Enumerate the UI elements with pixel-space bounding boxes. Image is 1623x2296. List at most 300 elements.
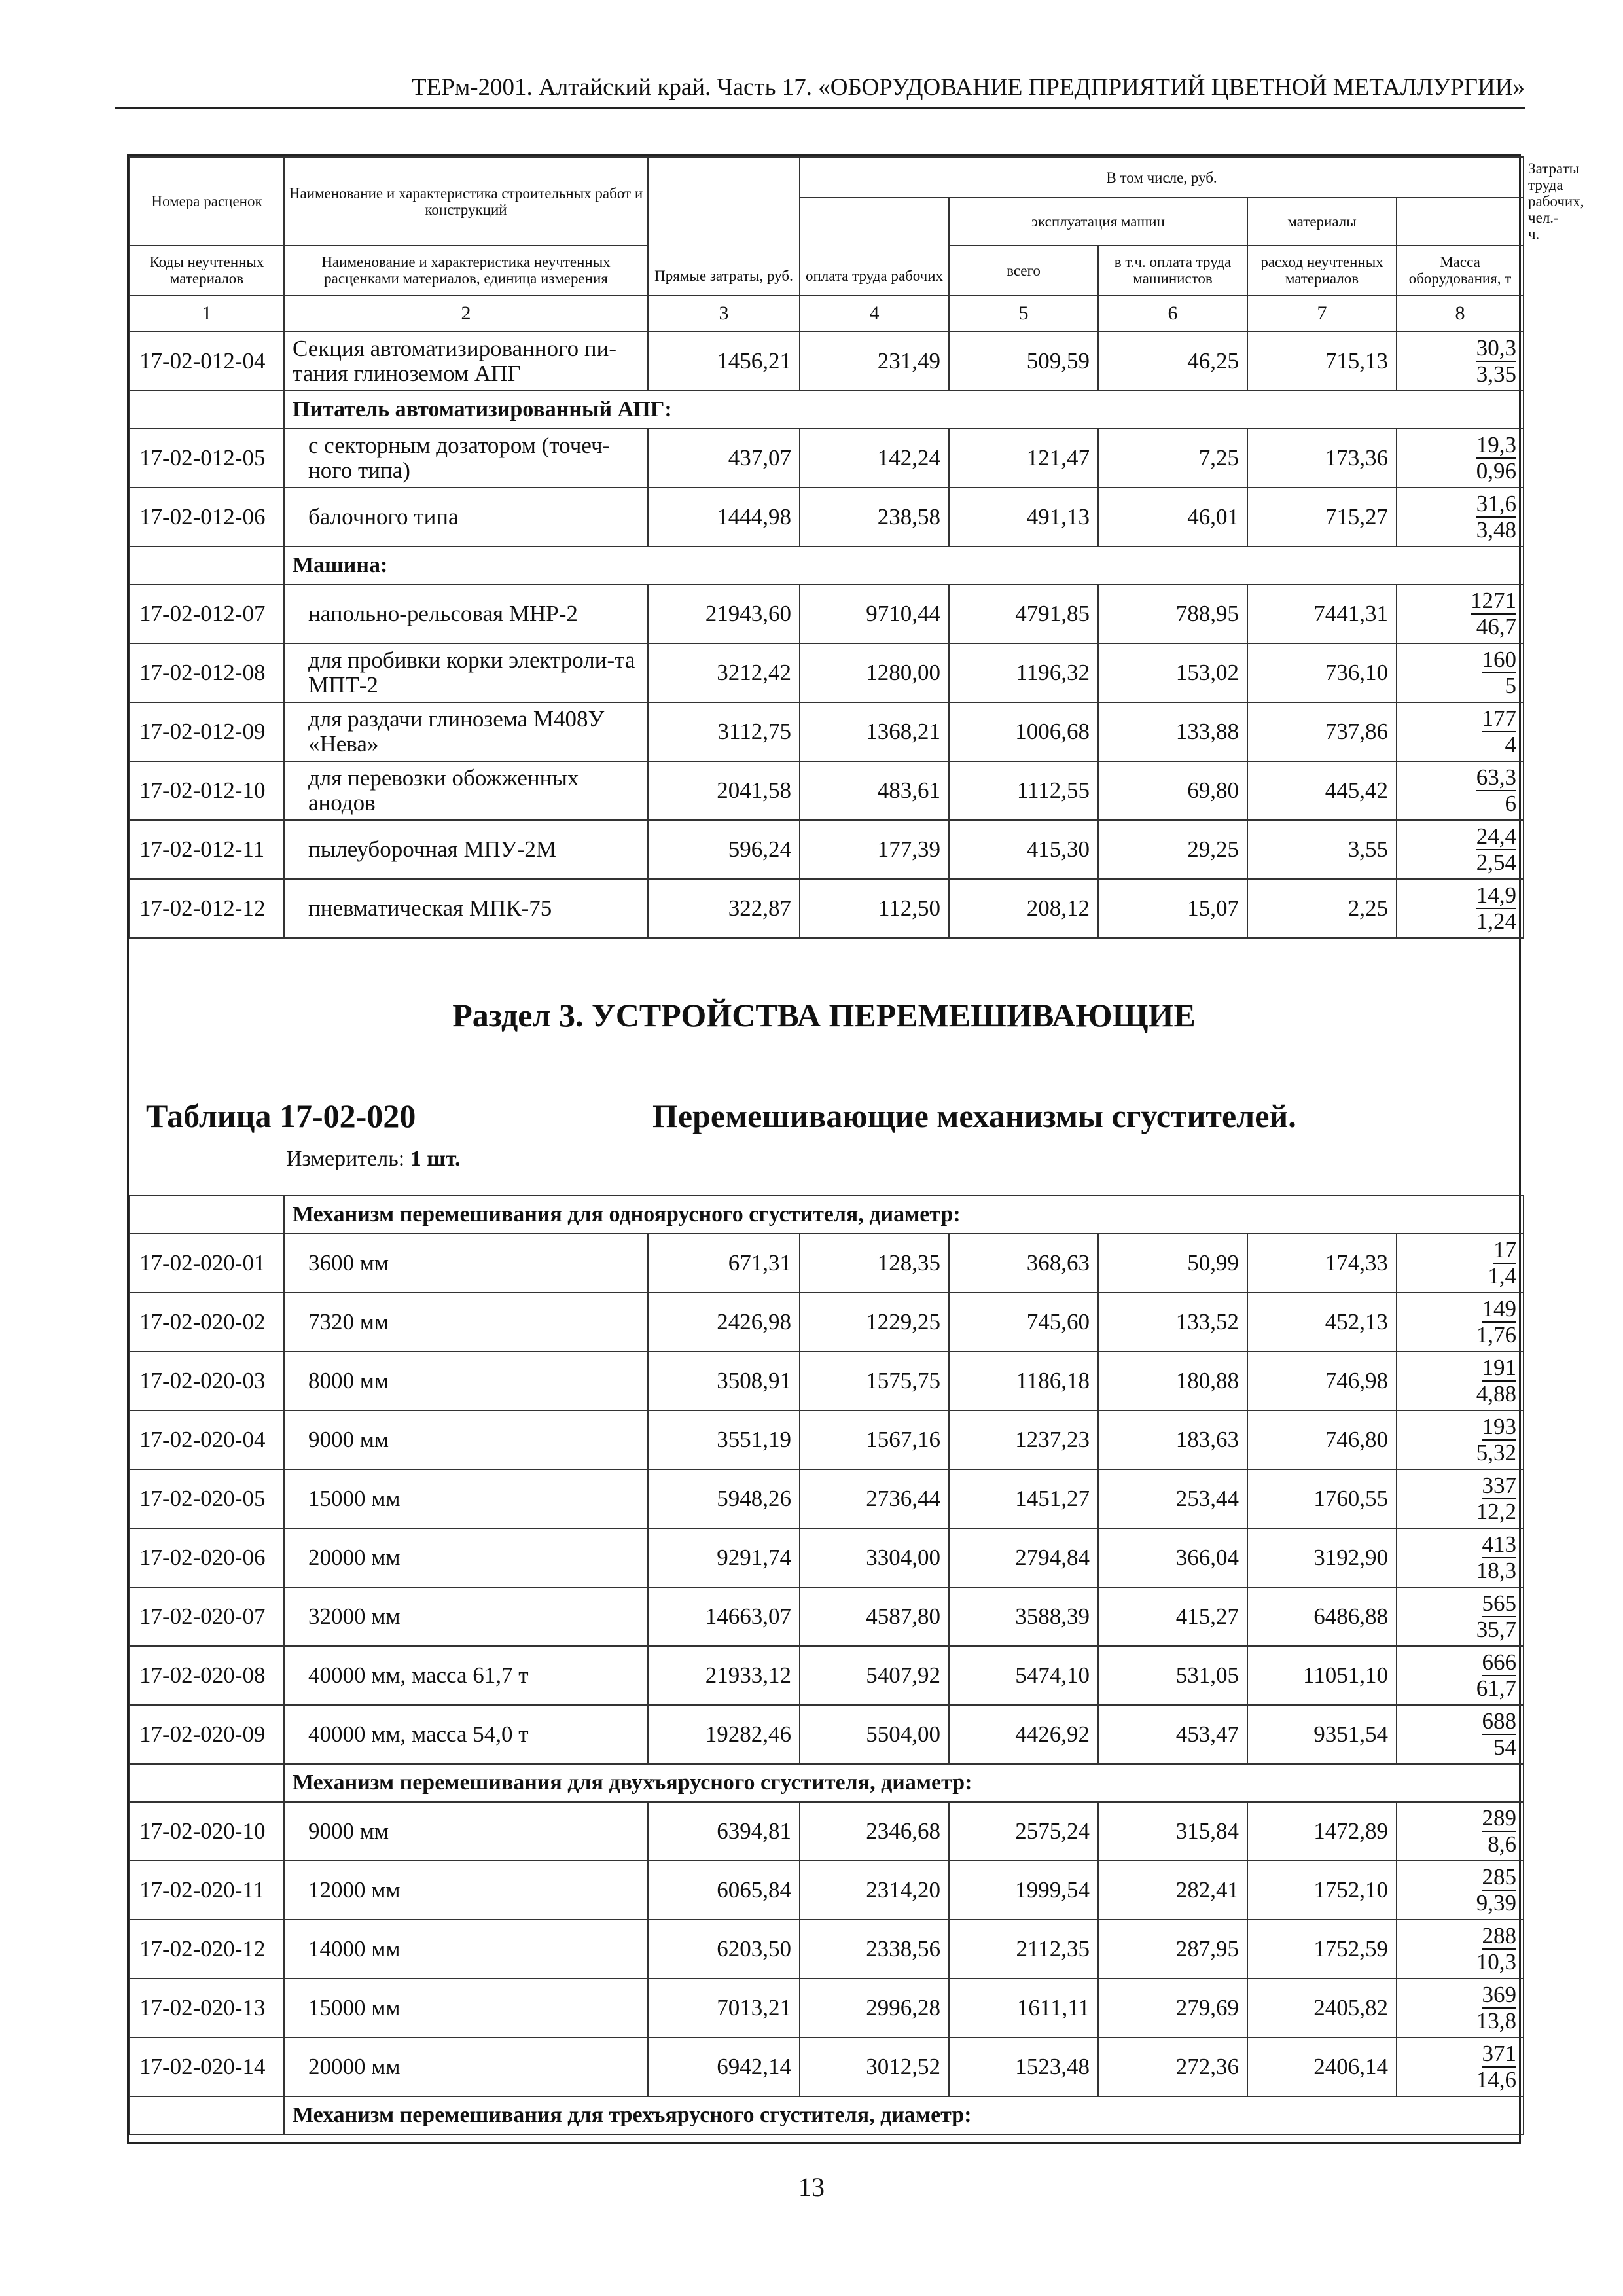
direct-cost: 671,31 — [648, 1234, 800, 1293]
rate-code: 17-02-012-06 — [130, 488, 284, 547]
labor-cost: 9710,44 — [800, 584, 949, 643]
machine-cost: 121,47 — [949, 429, 1098, 488]
equipment-mass: 4,88 — [1476, 1381, 1516, 1407]
labor-cost: 1567,16 — [800, 1410, 949, 1469]
col-header-mass: Масса оборудования, т — [1397, 245, 1524, 295]
machine-cost: 368,63 — [949, 1234, 1098, 1293]
effort-mass-fraction — [1397, 1234, 1524, 1293]
equipment-mass: 8,6 — [1488, 1831, 1516, 1857]
work-name: 8000 мм — [284, 1352, 648, 1410]
group-heading-row — [130, 1196, 1524, 1234]
materials-cost: 174,33 — [1247, 1234, 1397, 1293]
effort-mass-fraction — [1397, 1705, 1524, 1764]
group-code-cell — [130, 2096, 284, 2134]
machine-cost: 5474,10 — [949, 1646, 1098, 1705]
work-name: 14000 мм — [284, 1920, 648, 1979]
table-row — [130, 2037, 1524, 2096]
effort-mass-fraction — [1397, 1646, 1524, 1705]
materials-cost: 452,13 — [1247, 1293, 1397, 1352]
work-name: 20000 мм — [284, 1528, 648, 1587]
rate-code: 17-02-020-14 — [130, 2037, 284, 2096]
machinist-labor-cost: 366,04 — [1098, 1528, 1247, 1587]
labor-effort: 177 — [1482, 706, 1517, 731]
effort-mass-fraction — [1397, 1920, 1524, 1979]
labor-cost: 1229,25 — [800, 1293, 949, 1352]
materials-cost: 11051,10 — [1247, 1646, 1397, 1705]
measure-value: 1 шт. — [410, 1147, 461, 1171]
machine-cost: 2112,35 — [949, 1920, 1098, 1979]
equipment-mass: 6 — [1505, 791, 1517, 816]
machinist-labor-cost: 29,25 — [1098, 820, 1247, 879]
materials-cost: 1752,59 — [1247, 1920, 1397, 1979]
table-row — [130, 429, 1524, 488]
work-name: для раздачи глинозема М408У «Нева» — [284, 702, 648, 761]
labor-cost: 231,49 — [800, 332, 949, 391]
effort-mass-fraction — [1397, 820, 1524, 879]
price-table-frame — [127, 154, 1584, 2144]
labor-cost: 3012,52 — [800, 2037, 949, 2096]
rate-code: 17-02-020-08 — [130, 1646, 284, 1705]
equipment-mass: 13,8 — [1476, 2008, 1516, 2034]
table-row — [130, 1234, 1524, 1293]
effort-mass-fraction — [1397, 1410, 1524, 1469]
materials-cost: 7441,31 — [1247, 584, 1397, 643]
rate-code: 17-02-012-04 — [130, 332, 284, 391]
group-heading-row — [130, 391, 1524, 429]
direct-cost: 7013,21 — [648, 1979, 800, 2037]
labor-effort: 688 — [1482, 1708, 1516, 1734]
work-name: для перевозки обожженных анодов — [284, 761, 648, 820]
materials-cost: 1752,10 — [1247, 1861, 1397, 1920]
table-row — [130, 1979, 1524, 2037]
group-heading: Механизм перемешивания для одноярусного сгустителя, диаметр: — [284, 1196, 1524, 1234]
rate-code: 17-02-012-12 — [130, 879, 284, 938]
direct-cost: 1456,21 — [648, 332, 800, 391]
labor-effort: 63,3 — [1476, 764, 1517, 790]
effort-mass-fraction — [1397, 332, 1524, 391]
rate-code: 17-02-012-09 — [130, 702, 284, 761]
table-row — [130, 1861, 1524, 1920]
col-number: 4 — [800, 295, 949, 332]
materials-cost: 1760,55 — [1247, 1469, 1397, 1528]
labor-effort: 19,3 — [1476, 432, 1517, 457]
machinist-labor-cost: 531,05 — [1098, 1646, 1247, 1705]
machinist-labor-cost: 183,63 — [1098, 1410, 1247, 1469]
table-row — [130, 1528, 1524, 1587]
work-name: с секторным дозатором (точеч-ного типа) — [284, 429, 648, 488]
table-row — [130, 1646, 1524, 1705]
labor-effort: 413 — [1482, 1532, 1516, 1557]
equipment-mass: 4 — [1505, 732, 1517, 757]
work-name: 9000 мм — [284, 1802, 648, 1861]
table-row — [130, 1410, 1524, 1469]
table-body-block1 — [130, 332, 1524, 938]
machine-cost: 491,13 — [949, 488, 1098, 547]
col-header-codes-top: Номера расценок — [130, 157, 284, 245]
direct-cost: 14663,07 — [648, 1587, 800, 1646]
col-header-name-bottom: Наименование и характеристика неучтенных расценками материалов, единица измерения — [284, 245, 648, 295]
equipment-mass: 3,35 — [1476, 361, 1517, 387]
labor-cost: 1575,75 — [800, 1352, 949, 1410]
effort-mass-fraction — [1397, 1293, 1524, 1352]
materials-cost: 746,80 — [1247, 1410, 1397, 1469]
equipment-mass: 61,7 — [1476, 1676, 1516, 1701]
section-block — [129, 939, 1519, 1195]
col-header-incl: В том числе, руб. — [800, 157, 1524, 198]
effort-mass-fraction — [1397, 2037, 1524, 2096]
work-name: для пробивки корки электроли-та МПТ-2 — [284, 643, 648, 702]
labor-cost: 112,50 — [800, 879, 949, 938]
rate-code: 17-02-012-07 — [130, 584, 284, 643]
materials-cost: 1472,89 — [1247, 1802, 1397, 1861]
machinist-labor-cost: 453,47 — [1098, 1705, 1247, 1764]
effort-mass-fraction — [1397, 1352, 1524, 1410]
equipment-mass: 12,2 — [1476, 1499, 1516, 1524]
rate-code: 17-02-020-01 — [130, 1234, 284, 1293]
materials-cost: 3,55 — [1247, 820, 1397, 879]
rate-code: 17-02-020-13 — [130, 1979, 284, 2037]
labor-effort: 24,4 — [1476, 823, 1517, 849]
work-name: Секция автоматизированного пи-тания глиноземом АПГ — [284, 332, 648, 391]
work-name: 7320 мм — [284, 1293, 648, 1352]
table-row — [130, 488, 1524, 547]
group-code-cell — [130, 547, 284, 584]
labor-effort: 666 — [1482, 1649, 1516, 1675]
equipment-mass: 3,48 — [1476, 517, 1517, 543]
machinist-labor-cost: 46,01 — [1098, 488, 1247, 547]
rate-code: 17-02-020-06 — [130, 1528, 284, 1587]
machinist-labor-cost: 788,95 — [1098, 584, 1247, 643]
table-row — [130, 702, 1524, 761]
labor-effort: 289 — [1482, 1805, 1516, 1831]
rate-code: 17-02-020-12 — [130, 1920, 284, 1979]
table-id: Таблица 17-02-020 — [146, 1098, 416, 1134]
materials-cost: 2406,14 — [1247, 2037, 1397, 2096]
machine-cost: 745,60 — [949, 1293, 1098, 1352]
group-heading-row — [130, 2096, 1524, 2134]
effort-mass-fraction — [1397, 1979, 1524, 2037]
effort-mass-fraction — [1397, 702, 1524, 761]
materials-cost: 3192,90 — [1247, 1528, 1397, 1587]
direct-cost: 2041,58 — [648, 761, 800, 820]
table-row — [130, 1705, 1524, 1764]
labor-effort: 17 — [1493, 1237, 1516, 1263]
group-heading-row — [130, 1764, 1524, 1802]
labor-effort: 285 — [1482, 1864, 1516, 1890]
group-code-cell — [130, 1764, 284, 1802]
col-header-direct: Прямые затраты, руб. — [648, 157, 800, 295]
col-header-materials: материалы — [1247, 198, 1397, 245]
col-header-codes-bottom: Коды неучтенных материалов — [130, 245, 284, 295]
rate-code: 17-02-020-09 — [130, 1705, 284, 1764]
table-row — [130, 584, 1524, 643]
materials-cost: 737,86 — [1247, 702, 1397, 761]
table-row — [130, 761, 1524, 820]
labor-cost: 177,39 — [800, 820, 949, 879]
work-name: 3600 мм — [284, 1234, 648, 1293]
machine-cost: 1451,27 — [949, 1469, 1098, 1528]
rate-code: 17-02-020-03 — [130, 1352, 284, 1410]
machinist-labor-cost: 287,95 — [1098, 1920, 1247, 1979]
work-name: 20000 мм — [284, 2037, 648, 2096]
labor-cost: 1280,00 — [800, 643, 949, 702]
materials-cost: 173,36 — [1247, 429, 1397, 488]
effort-mass-fraction — [1397, 488, 1524, 547]
col-number: 8 — [1397, 295, 1524, 332]
equipment-mass: 5,32 — [1476, 1440, 1516, 1465]
col-number: 6 — [1098, 295, 1247, 332]
labor-cost: 142,24 — [800, 429, 949, 488]
machine-cost: 1523,48 — [949, 2037, 1098, 2096]
section-title: Раздел 3. УСТРОЙСТВА ПЕРЕМЕШИВАЮЩИЕ — [452, 997, 1196, 1033]
group-heading: Питатель автоматизированный АПГ: — [284, 391, 1524, 429]
direct-cost: 6394,81 — [648, 1802, 800, 1861]
equipment-mass: 18,3 — [1476, 1558, 1516, 1583]
rate-code: 17-02-020-07 — [130, 1587, 284, 1646]
table-row — [130, 1920, 1524, 1979]
direct-cost: 3112,75 — [648, 702, 800, 761]
col-number: 3 — [648, 295, 800, 332]
table-row — [130, 1802, 1524, 1861]
group-heading: Машина: — [284, 547, 1524, 584]
work-name: 15000 мм — [284, 1979, 648, 2037]
effort-mass-fraction — [1397, 584, 1524, 643]
rate-code: 17-02-020-11 — [130, 1861, 284, 1920]
table-title: Перемешивающие механизмы сгустителей. — [652, 1098, 1296, 1134]
labor-cost: 3304,00 — [800, 1528, 949, 1587]
group-heading: Механизм перемешивания для трехъярусного сгустителя, диаметр: — [284, 2096, 1524, 2134]
col-number: 7 — [1247, 295, 1397, 332]
body-table-2 — [129, 1195, 1524, 2135]
labor-cost: 5407,92 — [800, 1646, 949, 1705]
machine-cost: 1611,11 — [949, 1979, 1098, 2037]
machine-cost: 1112,55 — [949, 761, 1098, 820]
materials-cost: 2405,82 — [1247, 1979, 1397, 2037]
equipment-mass: 2,54 — [1476, 850, 1517, 875]
equipment-mass: 5 — [1505, 673, 1517, 698]
table-body-block2 — [130, 1196, 1524, 2134]
machinist-labor-cost: 133,52 — [1098, 1293, 1247, 1352]
direct-cost: 21943,60 — [648, 584, 800, 643]
machine-cost: 1196,32 — [949, 643, 1098, 702]
col-number: 1 — [130, 295, 284, 332]
rate-code: 17-02-020-05 — [130, 1469, 284, 1528]
direct-cost: 2426,98 — [648, 1293, 800, 1352]
materials-cost: 746,98 — [1247, 1352, 1397, 1410]
equipment-mass: 35,7 — [1476, 1617, 1516, 1642]
equipment-mass: 10,3 — [1476, 1949, 1516, 1975]
labor-effort: 288 — [1482, 1923, 1516, 1948]
direct-cost: 6203,50 — [648, 1920, 800, 1979]
machinist-labor-cost: 46,25 — [1098, 332, 1247, 391]
direct-cost: 1444,98 — [648, 488, 800, 547]
machine-cost: 1237,23 — [949, 1410, 1098, 1469]
labor-effort: 31,6 — [1476, 491, 1517, 516]
page-number: 13 — [798, 2172, 825, 2202]
column-number-row — [130, 295, 1524, 332]
work-name: 40000 мм, масса 61,7 т — [284, 1646, 648, 1705]
labor-effort: 369 — [1482, 1982, 1516, 2007]
group-heading-row — [130, 547, 1524, 584]
measure-unit — [286, 1147, 461, 1172]
col-number: 2 — [284, 295, 648, 332]
running-header: ТЕРм-2001. Алтайский край. Часть 17. «ОБОРУДОВАНИЕ ПРЕДПРИЯТИЙ ЦВЕТНОЙ МЕТАЛЛУРГИИ» — [115, 68, 1525, 109]
header-table: Номера расценок Наименование и характеристика строительных работ и конструкций Прямые затраты, руб. В том числе, руб. Затраты труда рабочих, чел.-ч. оплата труда рабочих эксплуатация машин материалы Коды неучтенных материалов Наименование и характеристика неучтенных расценками материалов, единица измерения всего в т.ч. оплата труда машинистов расход неучтенных материалов Масса оборудования, т 1 2 3 4 5 6 7 8 17-02-012-04 Секция автоматизированного пи-тания глиноземом АПГ 1456,21 231,49 509,59 46,25 715,13 30,3 3,35 Питатель автоматизированный АПГ: 17-02-012-05 с секторным дозатором (точеч-ного типа) 437,07 142,24 121,47 7,25 173,36 19,3 0,96 17-02-012-06 балочного типа 1444,98 238,58 491,13 46,01 715,27 31,6 3,48 Машина: 17-02-012-07 напольно-рельсовая МНР-2 21943,60 9710,44 4791,85 788,95 7441,31 1271 46,7 17-02-012-08 для пробивки корки электроли-та МПТ-2 3212,42 1280,00 1196,32 153,02 736,10 160 5 17-02-012-09 для раздачи глинозема М408У «Нева» 3112,75 1368,21 1006,68 133,88 737,86 177 4 17-02-012-10 для перевозки обожженных анодов 2041,58 483,61 1112,55 69,80 445,42 63,3 6 17-02-012-11 пылеуборочная МПУ-2М 596,24 177,39 415,30 29,25 3,55 24,4 2,54 17-02-012-12 пневматическая МПК-75 322,87 112,50 208,12 15,07 2,25 14,9 1,24 — [129, 156, 1524, 939]
direct-cost: 9291,74 — [648, 1528, 800, 1587]
table-row — [130, 879, 1524, 938]
labor-cost: 1368,21 — [800, 702, 949, 761]
work-name: пневматическая МПК-75 — [284, 879, 648, 938]
rate-code: 17-02-012-11 — [130, 820, 284, 879]
machinist-labor-cost: 15,07 — [1098, 879, 1247, 938]
work-name: балочного типа — [284, 488, 648, 547]
group-heading: Механизм перемешивания для двухъярусного сгустителя, диаметр: — [284, 1764, 1524, 1802]
group-code-cell — [130, 391, 284, 429]
materials-cost: 9351,54 — [1247, 1705, 1397, 1764]
labor-effort: 337 — [1482, 1473, 1516, 1498]
machinist-labor-cost: 7,25 — [1098, 429, 1247, 488]
equipment-mass: 1,4 — [1488, 1263, 1516, 1289]
machine-cost: 1999,54 — [949, 1861, 1098, 1920]
table-row — [130, 1293, 1524, 1352]
materials-cost: 736,10 — [1247, 643, 1397, 702]
labor-effort: 191 — [1482, 1355, 1516, 1380]
effort-mass-fraction — [1397, 1802, 1524, 1861]
materials-cost: 715,27 — [1247, 488, 1397, 547]
machinist-labor-cost: 153,02 — [1098, 643, 1247, 702]
effort-mass-fraction — [1397, 643, 1524, 702]
col-header-total: всего — [949, 245, 1098, 295]
effort-mass-fraction — [1397, 761, 1524, 820]
direct-cost: 6065,84 — [648, 1861, 800, 1920]
labor-cost: 2314,20 — [800, 1861, 949, 1920]
col-header-mat-use: расход неучтенных материалов — [1247, 245, 1397, 295]
equipment-mass: 1,24 — [1476, 908, 1517, 934]
equipment-mass: 0,96 — [1476, 458, 1517, 484]
group-code-cell — [130, 1196, 284, 1234]
labor-effort: 160 — [1482, 647, 1517, 672]
table-row — [130, 820, 1524, 879]
labor-cost: 2346,68 — [800, 1802, 949, 1861]
direct-cost: 5948,26 — [648, 1469, 800, 1528]
equipment-mass: 54 — [1493, 1734, 1516, 1760]
work-name: напольно-рельсовая МНР-2 — [284, 584, 648, 643]
labor-cost: 2736,44 — [800, 1469, 949, 1528]
labor-cost: 2338,56 — [800, 1920, 949, 1979]
work-name: пылеуборочная МПУ-2М — [284, 820, 648, 879]
rate-code: 17-02-012-05 — [130, 429, 284, 488]
table-row — [130, 1587, 1524, 1646]
machinist-labor-cost: 272,36 — [1098, 2037, 1247, 2096]
labor-effort: 1271 — [1471, 588, 1517, 613]
equipment-mass: 14,6 — [1476, 2067, 1516, 2092]
machine-cost: 2575,24 — [949, 1802, 1098, 1861]
machinist-labor-cost: 279,69 — [1098, 1979, 1247, 2037]
direct-cost: 3508,91 — [648, 1352, 800, 1410]
machinist-labor-cost: 415,27 — [1098, 1587, 1247, 1646]
rate-code: 17-02-012-10 — [130, 761, 284, 820]
labor-effort: 14,9 — [1476, 882, 1517, 908]
effort-mass-fraction — [1397, 1861, 1524, 1920]
machinist-labor-cost: 133,88 — [1098, 702, 1247, 761]
machine-cost: 3588,39 — [949, 1587, 1098, 1646]
machine-cost: 415,30 — [949, 820, 1098, 879]
table-row — [130, 332, 1524, 391]
equipment-mass: 1,76 — [1476, 1322, 1516, 1348]
machinist-labor-cost: 69,80 — [1098, 761, 1247, 820]
machine-cost: 1006,68 — [949, 702, 1098, 761]
machinist-labor-cost: 315,84 — [1098, 1802, 1247, 1861]
machinist-labor-cost: 253,44 — [1098, 1469, 1247, 1528]
labor-effort: 149 — [1482, 1296, 1516, 1321]
machine-cost: 509,59 — [949, 332, 1098, 391]
labor-cost: 5504,00 — [800, 1705, 949, 1764]
effort-mass-fraction — [1397, 879, 1524, 938]
materials-cost: 2,25 — [1247, 879, 1397, 938]
equipment-mass: 9,39 — [1476, 1890, 1516, 1916]
equipment-mass: 46,7 — [1476, 614, 1517, 639]
labor-cost: 238,58 — [800, 488, 949, 547]
direct-cost: 3551,19 — [648, 1410, 800, 1469]
machinist-labor-cost: 180,88 — [1098, 1352, 1247, 1410]
work-name: 12000 мм — [284, 1861, 648, 1920]
table-row — [130, 1352, 1524, 1410]
direct-cost: 6942,14 — [648, 2037, 800, 2096]
machine-cost: 4426,92 — [949, 1705, 1098, 1764]
materials-cost: 715,13 — [1247, 332, 1397, 391]
direct-cost: 3212,42 — [648, 643, 800, 702]
machinist-labor-cost: 50,99 — [1098, 1234, 1247, 1293]
effort-mass-fraction — [1397, 429, 1524, 488]
table-row — [130, 1469, 1524, 1528]
work-name: 32000 мм — [284, 1587, 648, 1646]
direct-cost: 596,24 — [648, 820, 800, 879]
effort-mass-fraction — [1397, 1469, 1524, 1528]
labor-cost: 128,35 — [800, 1234, 949, 1293]
rate-code: 17-02-012-08 — [130, 643, 284, 702]
labor-effort: 30,3 — [1476, 335, 1517, 361]
machine-cost: 1186,18 — [949, 1352, 1098, 1410]
direct-cost: 322,87 — [648, 879, 800, 938]
direct-cost: 21933,12 — [648, 1646, 800, 1705]
labor-effort: 565 — [1482, 1590, 1516, 1616]
materials-cost: 445,42 — [1247, 761, 1397, 820]
machine-cost: 4791,85 — [949, 584, 1098, 643]
col-header-labor: оплата труда рабочих — [800, 198, 949, 295]
direct-cost: 437,07 — [648, 429, 800, 488]
machinist-labor-cost: 282,41 — [1098, 1861, 1247, 1920]
direct-cost: 19282,46 — [648, 1705, 800, 1764]
effort-mass-fraction — [1397, 1528, 1524, 1587]
table-row — [130, 643, 1524, 702]
work-name: 15000 мм — [284, 1469, 648, 1528]
labor-cost: 2996,28 — [800, 1979, 949, 2037]
work-name: 40000 мм, масса 54,0 т — [284, 1705, 648, 1764]
rate-code: 17-02-020-02 — [130, 1293, 284, 1352]
labor-effort: 193 — [1482, 1414, 1516, 1439]
labor-cost: 4587,80 — [800, 1587, 949, 1646]
labor-cost: 483,61 — [800, 761, 949, 820]
col-number: 5 — [949, 295, 1098, 332]
rate-code: 17-02-020-10 — [130, 1802, 284, 1861]
rate-code: 17-02-020-04 — [130, 1410, 284, 1469]
work-name: 9000 мм — [284, 1410, 648, 1469]
materials-cost: 6486,88 — [1247, 1587, 1397, 1646]
col-header-machines: эксплуатация машин — [949, 198, 1247, 245]
col-header-name-top: Наименование и характеристика строительных работ и конструкций — [284, 157, 648, 245]
machine-cost: 2794,84 — [949, 1528, 1098, 1587]
machine-cost: 208,12 — [949, 879, 1098, 938]
